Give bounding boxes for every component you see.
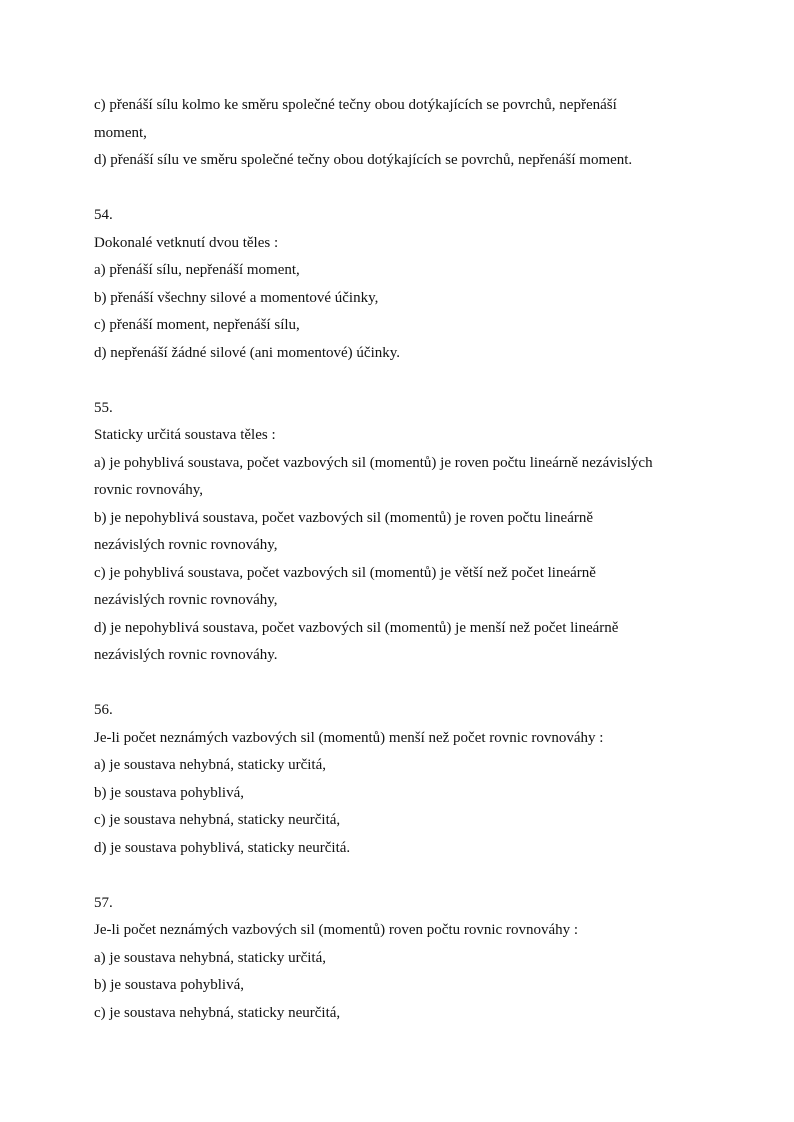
- question-56: [94, 697, 704, 862]
- option-line: b) je nepohyblivá soustava, počet vazbových sil (momentů) je roven počtu lineárně: [94, 509, 594, 526]
- option-line: c) přenáší moment, nepřenáší sílu,: [94, 317, 300, 333]
- question-54: [94, 202, 704, 367]
- question-prompt: Staticky určitá soustava těles :: [94, 427, 276, 443]
- option-line: rovnic rovnováhy,: [94, 482, 203, 498]
- option-line: moment,: [94, 124, 147, 141]
- question-number: 54.: [94, 207, 113, 223]
- spacer: [94, 367, 704, 395]
- option-line: nezávislých rovnic rovnováhy,: [94, 592, 278, 608]
- option-line: a) je soustava nehybná, staticky určitá,: [94, 757, 327, 773]
- option-line: nezávislých rovnic rovnováhy.: [94, 647, 278, 663]
- question-prompt: Dokonalé vetknutí dvou těles :: [94, 234, 279, 251]
- spacer: [94, 670, 704, 698]
- document-content: [94, 92, 704, 1027]
- question-57: [94, 890, 704, 1028]
- option-line: c) je soustava nehybná, staticky neurčitá,: [94, 1004, 341, 1021]
- option-line: d) nepřenáší žádné silové (ani momentové) účinky.: [94, 344, 401, 361]
- option-line: c) je pohyblivá soustava, počet vazbových sil (momentů) je větší než počet lineárně: [94, 564, 596, 581]
- question-prompt: Je-li počet neznámých vazbových sil (momentů) roven počtu rovnic rovnováhy :: [94, 922, 579, 938]
- option-line: d) je nepohyblivá soustava, počet vazbových sil (momentů) je menší než počet lineárně: [94, 619, 619, 636]
- question-number: 55.: [94, 399, 113, 416]
- option-line: nezávislých rovnic rovnováhy,: [94, 537, 278, 553]
- question-53-continuation: [94, 92, 704, 175]
- option-line: d) je soustava pohyblivá, staticky neurčitá.: [94, 839, 351, 856]
- question-55: [94, 395, 704, 670]
- option-line: c) přenáší sílu kolmo ke směru společné tečny obou dotýkajících se povrchů, nepřenáší: [94, 97, 617, 113]
- question-prompt: Je-li počet neznámých vazbových sil (momentů) menší než počet rovnic rovnováhy :: [94, 729, 604, 746]
- question-number: 56.: [94, 702, 113, 718]
- option-line: c) je soustava nehybná, staticky neurčitá,: [94, 812, 341, 828]
- spacer: [94, 175, 704, 203]
- option-line: b) je soustava pohyblivá,: [94, 977, 244, 993]
- spacer: [94, 862, 704, 890]
- option-line: b) přenáší všechny silové a momentové účinky,: [94, 289, 379, 306]
- option-line: a) je soustava nehybná, staticky určitá,: [94, 949, 327, 966]
- option-line: a) je pohyblivá soustava, počet vazbových sil (momentů) je roven počtu lineárně nezávislých: [94, 454, 653, 471]
- option-line: d) přenáší sílu ve směru společné tečny obou dotýkajících se povrchů, nepřenáší moment.: [94, 152, 633, 168]
- question-number: 57.: [94, 894, 113, 911]
- option-line: b) je soustava pohyblivá,: [94, 784, 244, 801]
- option-line: a) přenáší sílu, nepřenáší moment,: [94, 262, 300, 278]
